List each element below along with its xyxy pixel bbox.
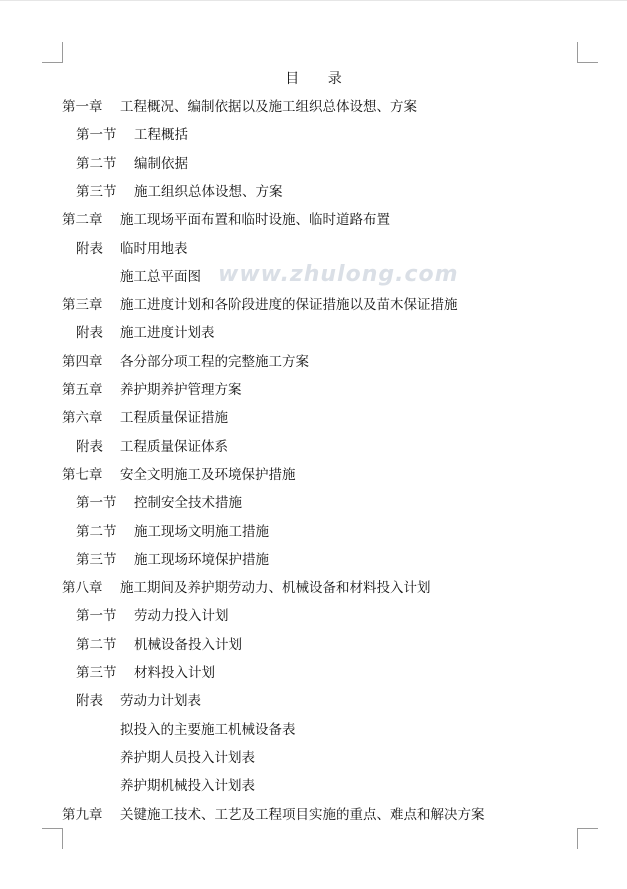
toc-entry-text: 施工组织总体设想、方案 <box>134 183 283 200</box>
toc-entry-text: 工程概况、编制依据以及施工组织总体设想、方案 <box>120 99 417 115</box>
toc-entry-label: 第五章 <box>62 382 103 398</box>
toc-entry-label: 附表 <box>76 438 103 455</box>
toc-entry <box>0 352 627 372</box>
toc-entry-label: 第三节 <box>76 551 117 568</box>
crop-mark-bottom-left <box>42 828 63 849</box>
crop-mark-top-right <box>577 42 598 63</box>
toc-entry-label: 第一节 <box>76 127 117 144</box>
toc-entry-text: 临时用地表 <box>120 240 188 257</box>
toc-entry <box>0 154 627 174</box>
toc-entry-text: 养护期人员投入计划表 <box>120 749 255 766</box>
toc-entry-text: 工程质量保证措施 <box>120 410 228 427</box>
toc-entry <box>0 239 627 259</box>
toc-entry <box>0 437 627 457</box>
toc-entry <box>0 578 627 598</box>
toc-entry-label: 第二节 <box>76 636 117 653</box>
toc-entry <box>0 210 627 230</box>
toc-entry <box>0 182 627 202</box>
crop-mark-bottom-right <box>577 828 598 849</box>
page-top-edge <box>0 0 627 1</box>
toc-entry-text: 关键施工技术、工艺及工程项目实施的重点、难点和解决方案 <box>120 806 485 823</box>
toc-entry <box>0 295 627 315</box>
toc-entry-text: 施工总平面图 <box>120 268 201 285</box>
toc-entry <box>0 691 627 711</box>
toc-entry <box>0 125 627 145</box>
toc-entry <box>0 606 627 626</box>
toc-entry-label: 第八章 <box>62 580 103 597</box>
toc-entry-text: 编制依据 <box>134 155 188 172</box>
toc-entry-label: 附表 <box>76 240 103 257</box>
toc-entry-label: 附表 <box>76 325 103 342</box>
toc-entry <box>0 97 627 117</box>
toc-entry <box>0 323 627 343</box>
toc-entry <box>0 663 627 683</box>
toc-entry-label: 第二节 <box>76 523 117 540</box>
toc-entry-label: 第三节 <box>76 183 117 200</box>
toc-entry-text: 施工期间及养护期劳动力、机械设备和材料投入计划 <box>120 580 431 597</box>
toc-entry <box>0 267 627 287</box>
toc-entry-label: 第一章 <box>62 99 103 115</box>
toc-entry <box>0 805 627 825</box>
toc-entry <box>0 748 627 768</box>
toc-entry-text: 工程质量保证体系 <box>120 438 228 455</box>
toc-entry-label: 第一节 <box>76 495 117 512</box>
watermark: www.zhulong.com <box>218 262 459 287</box>
toc-entry-text: 养护期养护管理方案 <box>120 382 242 398</box>
toc-entry <box>0 380 627 400</box>
toc-entry-text: 各分部分项工程的完整施工方案 <box>120 353 309 370</box>
toc-entry <box>0 493 627 513</box>
toc-entry-text: 施工进度计划表 <box>120 325 215 342</box>
toc-entry <box>0 408 627 428</box>
toc-entry-label: 第九章 <box>62 806 103 823</box>
toc-entry-label: 第二节 <box>76 155 117 172</box>
toc-entry <box>0 635 627 655</box>
toc-entry-text: 劳动力计划表 <box>120 693 201 710</box>
toc-entry-label: 第三章 <box>62 297 103 314</box>
toc-entry-text: 机械设备投入计划 <box>134 636 242 653</box>
toc-entry <box>0 522 627 542</box>
toc-entry-text: 控制安全技术措施 <box>134 495 242 512</box>
toc-entry-label: 第二章 <box>62 212 103 229</box>
toc-title: 目 录 <box>285 71 354 87</box>
toc-entry-text: 材料投入计划 <box>134 665 215 681</box>
toc-entry <box>0 720 627 740</box>
toc-entry-label: 第六章 <box>62 410 103 427</box>
toc-entry-label: 附表 <box>76 693 103 710</box>
toc-entry-label: 第四章 <box>62 353 103 370</box>
toc-entry <box>0 465 627 485</box>
toc-entry-text: 工程概括 <box>134 127 188 144</box>
toc-entry-text: 施工现场平面布置和临时设施、临时道路布置 <box>120 212 390 229</box>
toc-entry-text: 养护期机械投入计划表 <box>120 778 255 795</box>
toc-entry-text: 施工进度计划和各阶段进度的保证措施以及苗木保证措施 <box>120 297 458 314</box>
toc-entry-label: 第一节 <box>76 608 117 625</box>
toc-entry-text: 施工现场环境保护措施 <box>134 551 269 568</box>
toc-entry <box>0 550 627 570</box>
toc-entry-text: 安全文明施工及环境保护措施 <box>120 466 296 483</box>
toc-entry <box>0 776 627 796</box>
toc-entry-label: 第三节 <box>76 665 117 681</box>
crop-mark-top-left <box>42 42 63 63</box>
toc-entry-text: 劳动力投入计划 <box>134 608 229 625</box>
toc-entry-text: 施工现场文明施工措施 <box>134 523 269 540</box>
toc-entry-text: 拟投入的主要施工机械设备表 <box>120 721 296 738</box>
toc-entry-label: 第七章 <box>62 466 103 483</box>
